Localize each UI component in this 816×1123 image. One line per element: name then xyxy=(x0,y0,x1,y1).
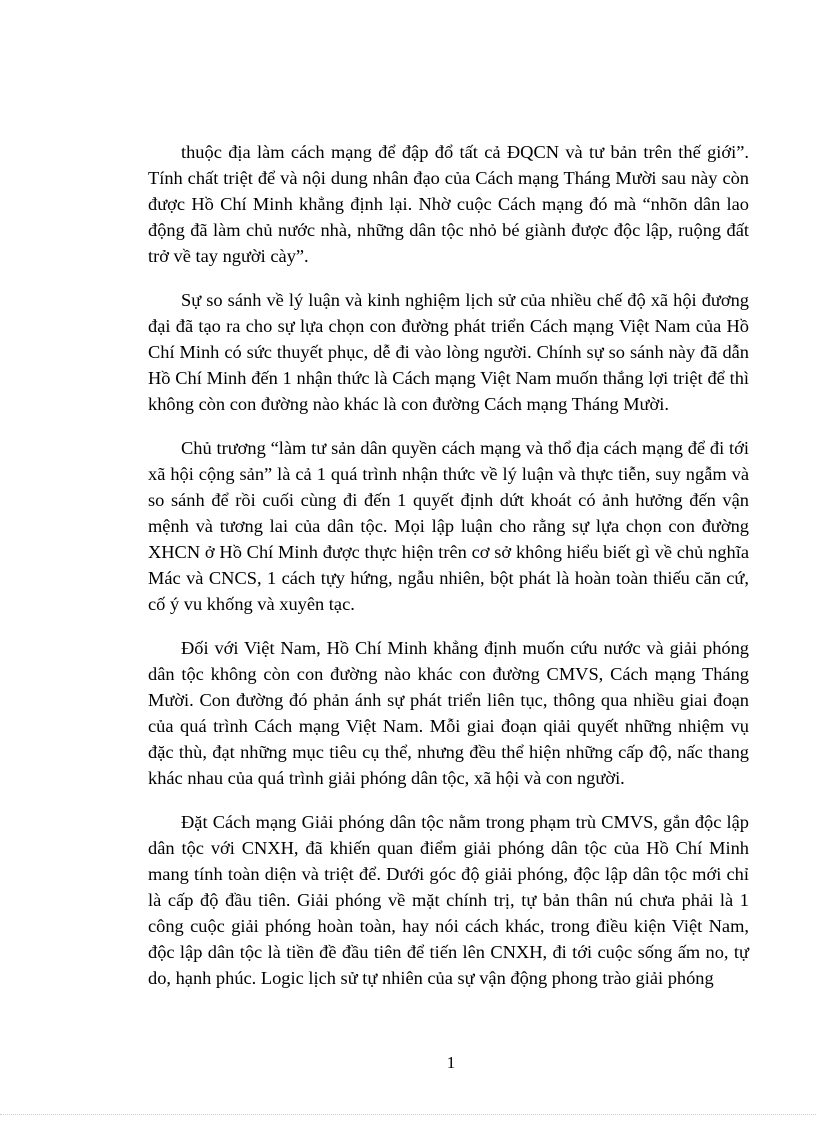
page-number: 1 xyxy=(446,1053,456,1072)
paragraph-3: Chủ trương “làm tư sản dân quyền cách mạng và thổ địa cách mạng để đi tới xã hội cộng sản” là cả 1 quá trình nhận thức về lý luận và thực tiễn, suy ngẫm và so sánh để rồi cuối cùng đi đến 1 quyết định dứt khoát có ảnh hưởng đến vận mệnh và tương lai của dân tộc. Mọi lập luận cho rằng sự lựa chọn con đường XHCN ở Hồ Chí Minh được thực hiện trên cơ sở không hiểu biết gì về chủ nghĩa Mác và CNCS, 1 cách tựy hứng, ngẫu nhiên, bột phát là hoàn toàn thiếu căn cứ, cố ý vu khống và xuyên tạc. xyxy=(148,438,749,614)
page-bottom-divider xyxy=(0,1114,816,1115)
paragraph-1: thuộc địa làm cách mạng để đập đổ tất cả ĐQCN và tư bản trên thế giới”. Tính chất triệt để và nội dung nhân đạo của Cách mạng Tháng Mười sau này còn được Hồ Chí Minh khẳng định lại. Nhờ cuộc Cách mạng đó mà “nhõn dân lao động đã làm chủ nước nhà, những dân tộc nhỏ bé giành được độc lập, ruộng đất trở về tay người cày”. xyxy=(148,142,749,266)
page-number-container xyxy=(0,1053,816,1073)
paragraph-4: Đối với Việt Nam, Hồ Chí Minh khẳng định muốn cứu nước và giải phóng dân tộc không còn con đường nào khác con đường CMVS, Cách mạng Tháng Mười. Con đường đó phản ánh sự phát triển liên tục, thông qua nhiều giai đoạn của quá trình Cách mạng Việt Nam. Mỗi giai đoạn qiải quyết những nhiệm vụ đặc thù, đạt những mục tiêu cụ thể, nhưng đều thể hiện những cấp độ, nấc thang khác nhau của quá trình giải phóng dân tộc, xã hội và con người. xyxy=(148,638,749,788)
document-body xyxy=(148,139,749,1009)
paragraph-5: Đặt Cách mạng Giải phóng dân tộc nằm trong phạm trù CMVS, gắn độc lập dân tộc với CNXH, đã khiến quan điểm giải phóng dân tộc của Hồ Chí Minh mang tính toàn diện và triệt để. Dưới góc độ giải phóng, độc lập dân tộc mới chỉ là cấp độ đầu tiên. Giải phóng về mặt chính trị, tự bản thân nú chưa phải là 1 công cuộc giải phóng hoàn toàn, hay nói cách khác, trong điều kiện Việt Nam, độc lập dân tộc là tiền đề đầu tiên để tiến lên CNXH, đi tới cuộc sống ấm no, tự do, hạnh phúc. Logic lịch sử tự nhiên của sự vận động phong trào giải phóng xyxy=(148,812,749,988)
paragraph-2: Sự so sánh về lý luận và kinh nghiệm lịch sử của nhiều chế độ xã hội đương đại đã tạo ra cho sự lựa chọn con đường phát triển Cách mạng Việt Nam của Hồ Chí Minh có sức thuyết phục, dễ đi vào lòng người. Chính sự so sánh này đã dẫn Hồ Chí Minh đến 1 nhận thức là Cách mạng Việt Nam muốn thắng lợi triệt để thì không còn con đường nào khác là con đường Cách mạng Tháng Mười. xyxy=(148,290,749,414)
